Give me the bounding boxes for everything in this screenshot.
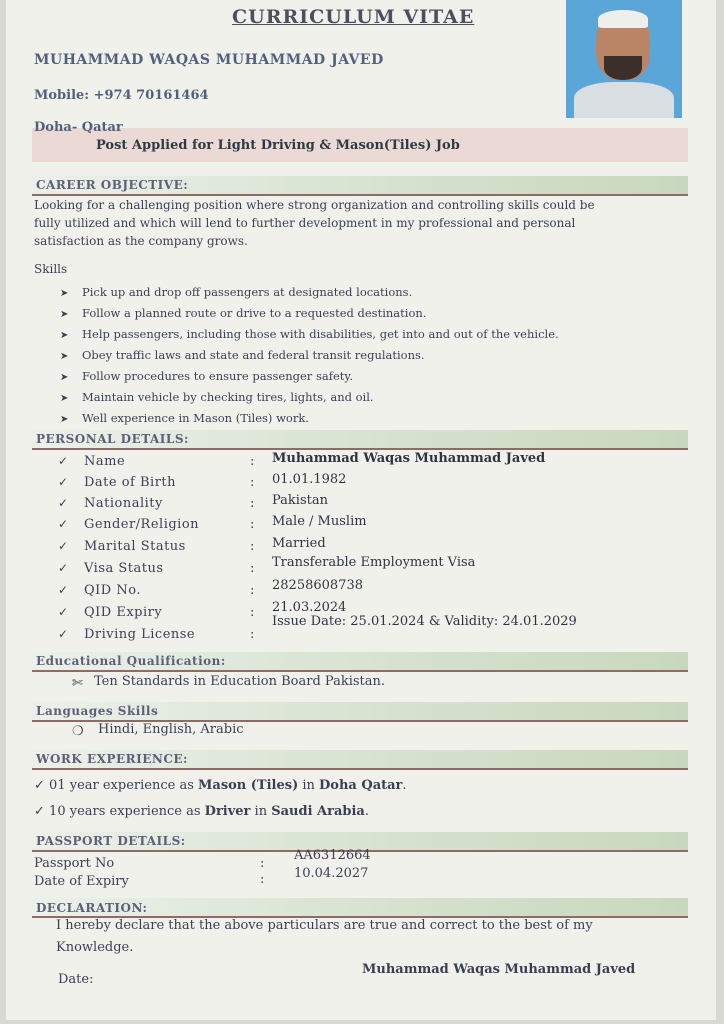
date-label: Date: [58,972,94,987]
detail-label: Nationality [84,496,163,511]
declaration-line-2: Knowledge. [56,940,134,955]
scissors-icon: ✄ [72,676,83,691]
colon: : [250,517,255,532]
skill-item: Follow a planned route or drive to a requested destination. [82,306,427,320]
colon: : [250,475,255,490]
detail-value: Married [272,536,326,551]
work-heading: WORK EXPERIENCE: [36,752,188,766]
passport-label: Passport No [34,856,115,871]
arrow-icon: ➤ [60,372,69,383]
declaration-heading: DECLARATION: [36,901,148,915]
cv-document [6,0,716,1020]
document-title: CURRICULUM VITAE [232,6,475,28]
skill-item: Well experience in Mason (Tiles) work. [82,411,309,425]
detail-value: Transferable Employment Visa [272,555,476,570]
personal-heading: PERSONAL DETAILS: [36,432,189,446]
declaration-line-1: I hereby declare that the above particulars are true and correct to the best of my [56,918,593,933]
check-icon: ✓ [58,539,69,553]
arrow-icon: ➤ [60,330,69,341]
detail-value: 21.03.2024 [272,600,347,615]
passport-label: Date of Expiry [34,874,129,889]
detail-value: Issue Date: 25.01.2024 & Validity: 24.01.2029 [272,614,577,629]
colon: : [250,496,255,511]
detail-value: 01.01.1982 [272,472,347,487]
languages-item: Hindi, English, Arabic [98,722,244,737]
candidate-name: MUHAMMAD WAQAS MUHAMMAD JAVED [34,52,384,68]
arrow-icon: ➤ [60,288,69,299]
detail-value: Male / Muslim [272,514,367,529]
arrow-icon: ➤ [60,351,69,362]
check-icon: ✓ [58,561,69,575]
skill-item: Follow procedures to ensure passenger safety. [82,369,354,383]
detail-label: Visa Status [84,561,164,576]
detail-value: Pakistan [272,493,328,508]
detail-label: QID No. [84,583,141,598]
colon: : [250,454,255,469]
work-item: ✓ 10 years experience as Driver in Saudi Arabia. [34,804,369,819]
detail-label: Driving License [84,627,196,642]
colon: : [250,539,255,554]
city: Doha- Qatar [34,120,123,135]
detail-label: QID Expiry [84,605,163,620]
detail-value: 28258608738 [272,578,363,593]
check-icon: ✓ [58,605,69,619]
profile-photo [566,0,682,118]
mobile-number: Mobile: +974 70161464 [34,88,209,103]
detail-label: Gender/Religion [84,517,200,532]
circle-bullet-icon: ❍ [72,724,84,739]
check-icon: ✓ [58,583,69,597]
skill-item: Maintain vehicle by checking tires, lights, and oil. [82,390,374,404]
passport-value: 10.04.2027 [294,866,369,881]
arrow-icon: ➤ [60,309,69,320]
colon: : [250,627,255,642]
career-heading: CAREER OBJECTIVE: [36,178,189,192]
skill-item: Pick up and drop off passengers at designated locations. [82,285,413,299]
career-line-2: fully utilized and which will lend to further development in my professional and personal [34,216,576,230]
skill-item: Obey traffic laws and state and federal transit regulations. [82,348,425,362]
arrow-icon: ➤ [60,393,69,404]
education-heading: Educational Qualification: [36,654,226,668]
detail-label: Marital Status [84,539,186,554]
detail-label: Name [84,454,126,469]
colon: : [250,561,255,576]
check-icon: ✓ [58,496,69,510]
passport-heading: PASSPORT DETAILS: [36,834,186,848]
colon: : [260,856,265,871]
education-item: Ten Standards in Education Board Pakistan. [94,674,386,689]
career-line-3: satisfaction as the company grows. [34,234,248,248]
post-applied: Post Applied for Light Driving & Mason(Tiles) Job [96,138,460,153]
skill-item: Help passengers, including those with disabilities, get into and out of the vehicle. [82,327,559,341]
career-line-1: Looking for a challenging position where strong organization and controlling skills could be [34,198,595,212]
colon: : [250,605,255,620]
check-icon: ✓ [34,778,45,793]
colon: : [260,872,265,887]
check-icon: ✓ [58,475,69,489]
colon: : [250,583,255,598]
skills-heading: Skills [34,262,68,276]
check-icon: ✓ [58,627,69,641]
check-icon: ✓ [58,454,69,468]
languages-heading: Languages Skills [36,704,159,718]
check-icon: ✓ [34,804,45,819]
signature-name: Muhammad Waqas Muhammad Javed [362,962,636,977]
detail-value: Muhammad Waqas Muhammad Javed [272,451,546,466]
check-icon: ✓ [58,517,69,531]
arrow-icon: ➤ [60,414,69,425]
passport-value: AA6312664 [294,848,371,863]
work-item: ✓ 01 year experience as Mason (Tiles) in Doha Qatar. [34,778,407,793]
detail-label: Date of Birth [84,475,177,490]
